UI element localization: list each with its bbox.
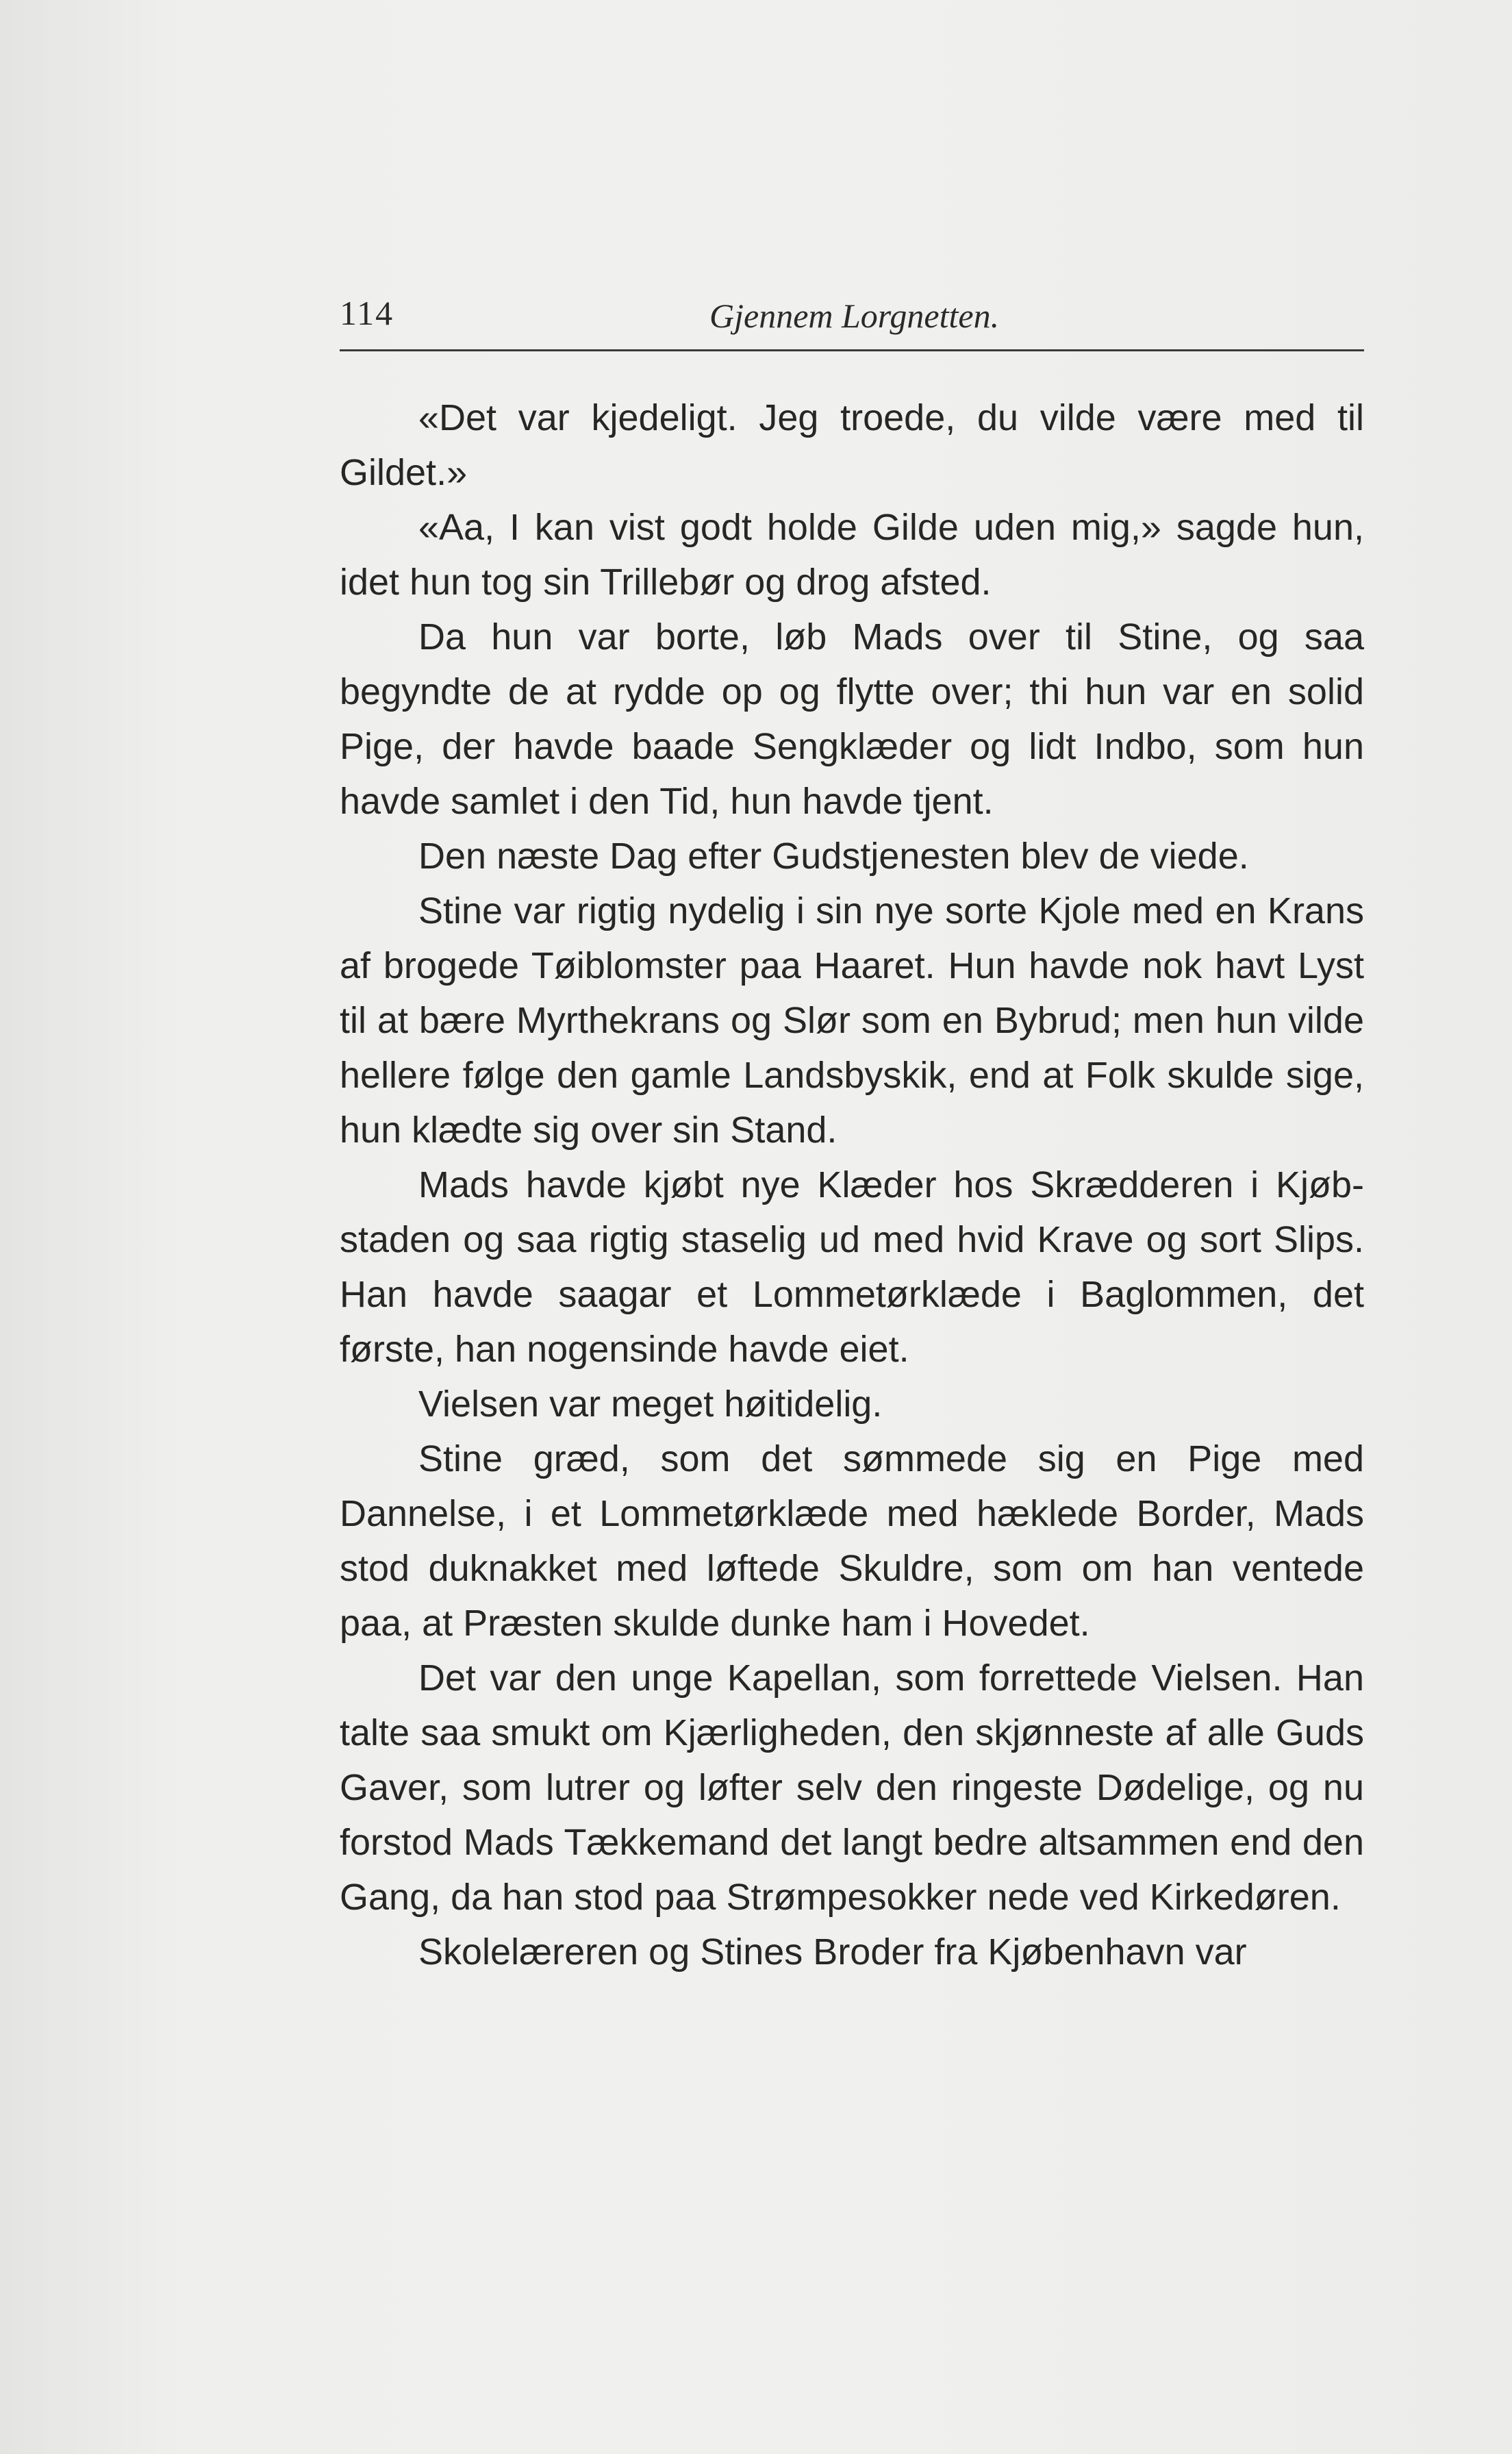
body-text [340,390,1364,1979]
paragraph: Det var den unge Kapellan, som forrettede Vielsen. Han talte saa smukt om Kjærligheden, den skjønneste af alle Guds Gaver, som lutrer og løfter selv den ringeste Dødelige, og nu forstod Mads Tækkemand det langt bedre altsammen end den Gang, da han stod paa Strømpesokker nede ved Kirkedøren. [340,1657,1364,1918]
paragraph: Mads havde kjøbt nye Klæder hos Skrædderen i Kjøbstaden og saa rigtig staselig ud med hvid Krave og sort Slips. Han havde saagar et Lommetørklæde i Baglommen, det første, han nogensinde havde eiet. [340,1164,1364,1370]
paragraph: «Det var kjedeligt. Jeg troede, du vilde være med til Gildet.» [340,397,1364,493]
page-header [340,288,1364,363]
paragraph: Stine var rigtig nydelig i sin nye sorte Kjole med en Krans af brogede Tøiblomster paa Haaret. Hun havde nok havt Lyst til at bære Myrthekrans og Slør som en Bybrud; men hun vilde hellere følge den gamle Landsbyskik, end at Folk skulde sige, hun klædte sig over sin Stand. [340,890,1364,1151]
paragraph: Stine græd, som det sømmede sig en Pige med Dannelse, i et Lommetørklæde med hæklede Border, Mads stod duknakket med løftede Skuldre, som om han ventede paa, at Præsten skulde dunke ham i Hovedet. [340,1438,1364,1644]
paragraph: Den næste Dag efter Gudstjenesten blev de viede. [418,836,1249,877]
paragraph: Vielsen var meget høitidelig. [418,1383,883,1425]
paragraph: «Aa, I kan vist godt holde Gilde uden mig,» sagde hun, idet hun tog sin Trillebør og drog afsted. [340,507,1364,603]
running-title: Gjennem Lorgnetten. [709,297,1000,335]
page-number: 114 [340,294,394,332]
header-rule [340,349,1364,351]
paragraph: Da hun var borte, løb Mads over til Stine, og saa begyndte de at rydde op og flytte over; thi hun var en solid Pige, der havde baade Sengklæder og lidt Indbo, som hun havde samlet i den Tid, hun havde tjent. [340,616,1364,822]
paragraph: Skolelæreren og Stines Broder fra Kjøbenhavn var [418,1931,1247,1973]
